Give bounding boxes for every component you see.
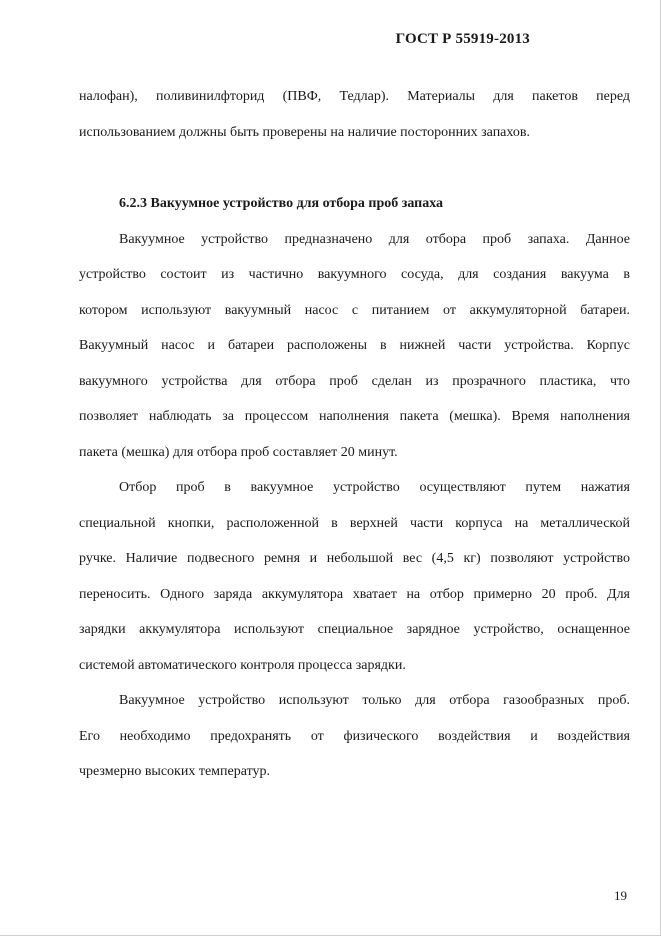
text-line: Отбор проб в вакуумное устройство осуществляют путем нажатия: [119, 480, 630, 495]
spacer: [79, 156, 630, 192]
page-body: [79, 85, 630, 796]
paragraph-device-description: [79, 228, 630, 477]
text-line: позволяет наблюдать за процессом наполнения пакета (мешка). Время наполнения: [79, 409, 630, 424]
text-line: котором используют вакуумный насос с питанием от аккумуляторной батареи.: [79, 302, 630, 318]
text-line: использованием должны быть проверены на наличие посторонних запахов.: [79, 124, 530, 140]
paragraph-sampling-procedure: [79, 476, 630, 689]
text-line: пакета (мешка) для отбора проб составляет 20 минут.: [79, 444, 398, 460]
text-line: Вакуумное устройство используют только для отбора газообразных проб.: [119, 693, 630, 708]
text-line: Вакуумное устройство предназначено для отбора проб запаха. Данное: [119, 231, 630, 247]
text-line: налофан), поливинилфторид (ПВФ, Тедлар). Материалы для пакетов перед: [79, 89, 630, 104]
paragraph-usage-restrictions: [79, 689, 630, 796]
document-code-header: ГОСТ Р 55919-2013: [395, 31, 530, 47]
text-line: Вакуумный насос и батареи расположены в нижней части устройства. Корпус: [79, 338, 630, 353]
text-line: ручке. Наличие подвесного ремня и небольшой вес (4,5 кг) позволяют устройство: [79, 551, 630, 566]
text-line: специальной кнопки, расположенной в верхней части корпуса на металлической: [79, 515, 630, 531]
text-line: вакуумного устройства для отбора проб сделан из прозрачного пластика, что: [79, 373, 630, 389]
text-line: устройство состоит из частично вакуумного сосуда, для создания вакуума в: [79, 267, 630, 282]
text-line: системой автоматического контроля процесса зарядки.: [79, 657, 406, 673]
section-heading: 6.2.3 Вакуумное устройство для отбора проб запаха: [119, 196, 444, 211]
text-line: Его необходимо предохранять от физического воздействия и воздействия: [79, 728, 630, 744]
text-line: переносить. Одного заряда аккумулятора хватает на отбор примерно 20 проб. Для: [79, 586, 630, 602]
text-line: зарядки аккумулятора используют специальное зарядное устройство, оснащенное: [79, 622, 630, 637]
page-number: 19: [614, 888, 627, 903]
text-line: чрезмерно высоких температур.: [79, 764, 271, 779]
paragraph-continuation: [79, 85, 630, 156]
